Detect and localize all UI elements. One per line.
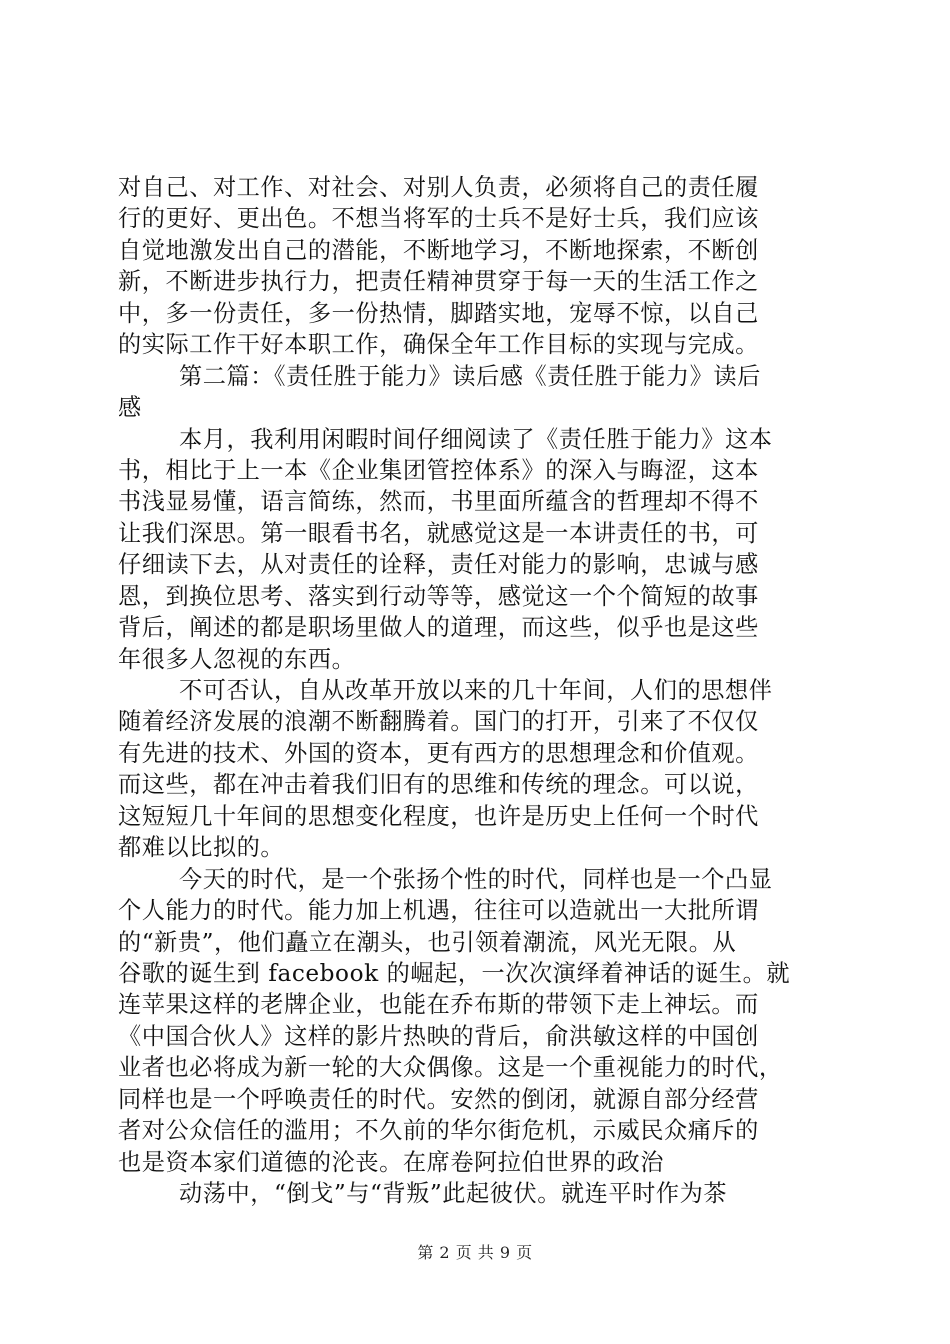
- text-line: 行的更好、更出色。不想当将军的士兵不是好士兵，我们应该: [118, 205, 759, 233]
- text-line: 业者也必将成为新一轮的大众偶像。这是一个重视能力的时代，: [118, 1054, 783, 1082]
- page-footer: 第 2 页 共 9 页: [417, 1243, 533, 1262]
- text-line: 恩，到换位思考、落实到行动等等，感觉这一个个简短的故事: [118, 582, 759, 610]
- text-line: 自觉地激发出自己的潜能，不断地学习，不断地探索，不断创: [118, 236, 759, 264]
- text-line: 谷歌的诞生到 facebook 的崛起，一次次演绎着神话的诞生。就: [118, 959, 791, 987]
- text-line: 第二篇：《责任胜于能力》读后感《责任胜于能力》读后: [179, 362, 761, 390]
- text-line: 同样也是一个呼唤责任的时代。安然的倒闭，就源自部分经营: [118, 1085, 759, 1113]
- text-line: 的实际工作干好本职工作，确保全年工作目标的实现与完成。: [118, 331, 759, 359]
- text-line: 动荡中，“倒戈”与“背叛”此起彼伏。就连平时作为茶: [179, 1180, 728, 1207]
- text-line: 都难以比拟的。: [118, 834, 285, 862]
- text-line: 《中国合伙人》这样的影片热映的背后，俞洪敏这样的中国创: [118, 1022, 759, 1050]
- text-line: 仔细读下去，从对责任的诠释，责任对能力的影响，忠诚与感: [118, 551, 759, 579]
- text-line: 感: [118, 394, 142, 422]
- text-line: 书，相比于上一本《企业集团管控体系》的深入与晦涩，这本: [118, 456, 759, 484]
- text-line: 而这些，都在冲击着我们旧有的思维和传统的理念。可以说，: [118, 771, 759, 799]
- text-line: 者对公众信任的滥用；不久前的华尔街危机，示威民众痛斥的: [118, 1117, 759, 1145]
- text-line: 随着经济发展的浪潮不断翻腾着。国门的打开，引来了不仅仅: [118, 708, 759, 736]
- text-line: 新，不断进步执行力，把责任精神贯穿于每一天的生活工作之: [118, 268, 759, 296]
- text-line: 的“新贵”，他们矗立在潮头，也引领着潮流，风光无限。从: [118, 928, 737, 956]
- text-line: 背后，阐述的都是职场里做人的道理，而这些，似乎也是这些: [118, 614, 759, 642]
- text-line: 对自己、对工作、对社会、对别人负责，必须将自己的责任履: [118, 174, 759, 201]
- text-line: 不可否认，自从改革开放以来的几十年间，人们的思想伴: [179, 677, 773, 704]
- text-line: 个人能力的时代。能力加上机遇，往往可以造就出一大批所谓: [118, 897, 759, 925]
- text-line: 这短短几十年间的思想变化程度，也许是历史上任何一个时代: [118, 802, 759, 830]
- text-line: 今天的时代，是一个张扬个性的时代，同样也是一个凸显: [179, 865, 773, 893]
- text-line: 也是资本家们道德的沦丧。在席卷阿拉伯世界的政治: [118, 1148, 664, 1176]
- text-line: 书浅显易懂，语言简练，然而，书里面所蕴含的哲理却不得不: [118, 488, 759, 516]
- text-line: 本月，我利用闲暇时间仔细阅读了《责任胜于能力》这本: [179, 425, 773, 453]
- text-line: 让我们深思。第一眼看书名，就感觉这是一本讲责任的书，可: [118, 519, 759, 547]
- document-body: [118, 172, 832, 1209]
- text-line: 连苹果这样的老牌企业，也能在乔布斯的带领下走上神坛。而: [118, 991, 759, 1019]
- text-line: 有先进的技术、外国的资本，更有西方的思想理念和价值观。: [118, 739, 759, 767]
- text-line: 中，多一份责任，多一份热情，脚踏实地，宠辱不惊，以自己: [118, 299, 759, 327]
- text-line: 年很多人忽视的东西。: [118, 645, 356, 673]
